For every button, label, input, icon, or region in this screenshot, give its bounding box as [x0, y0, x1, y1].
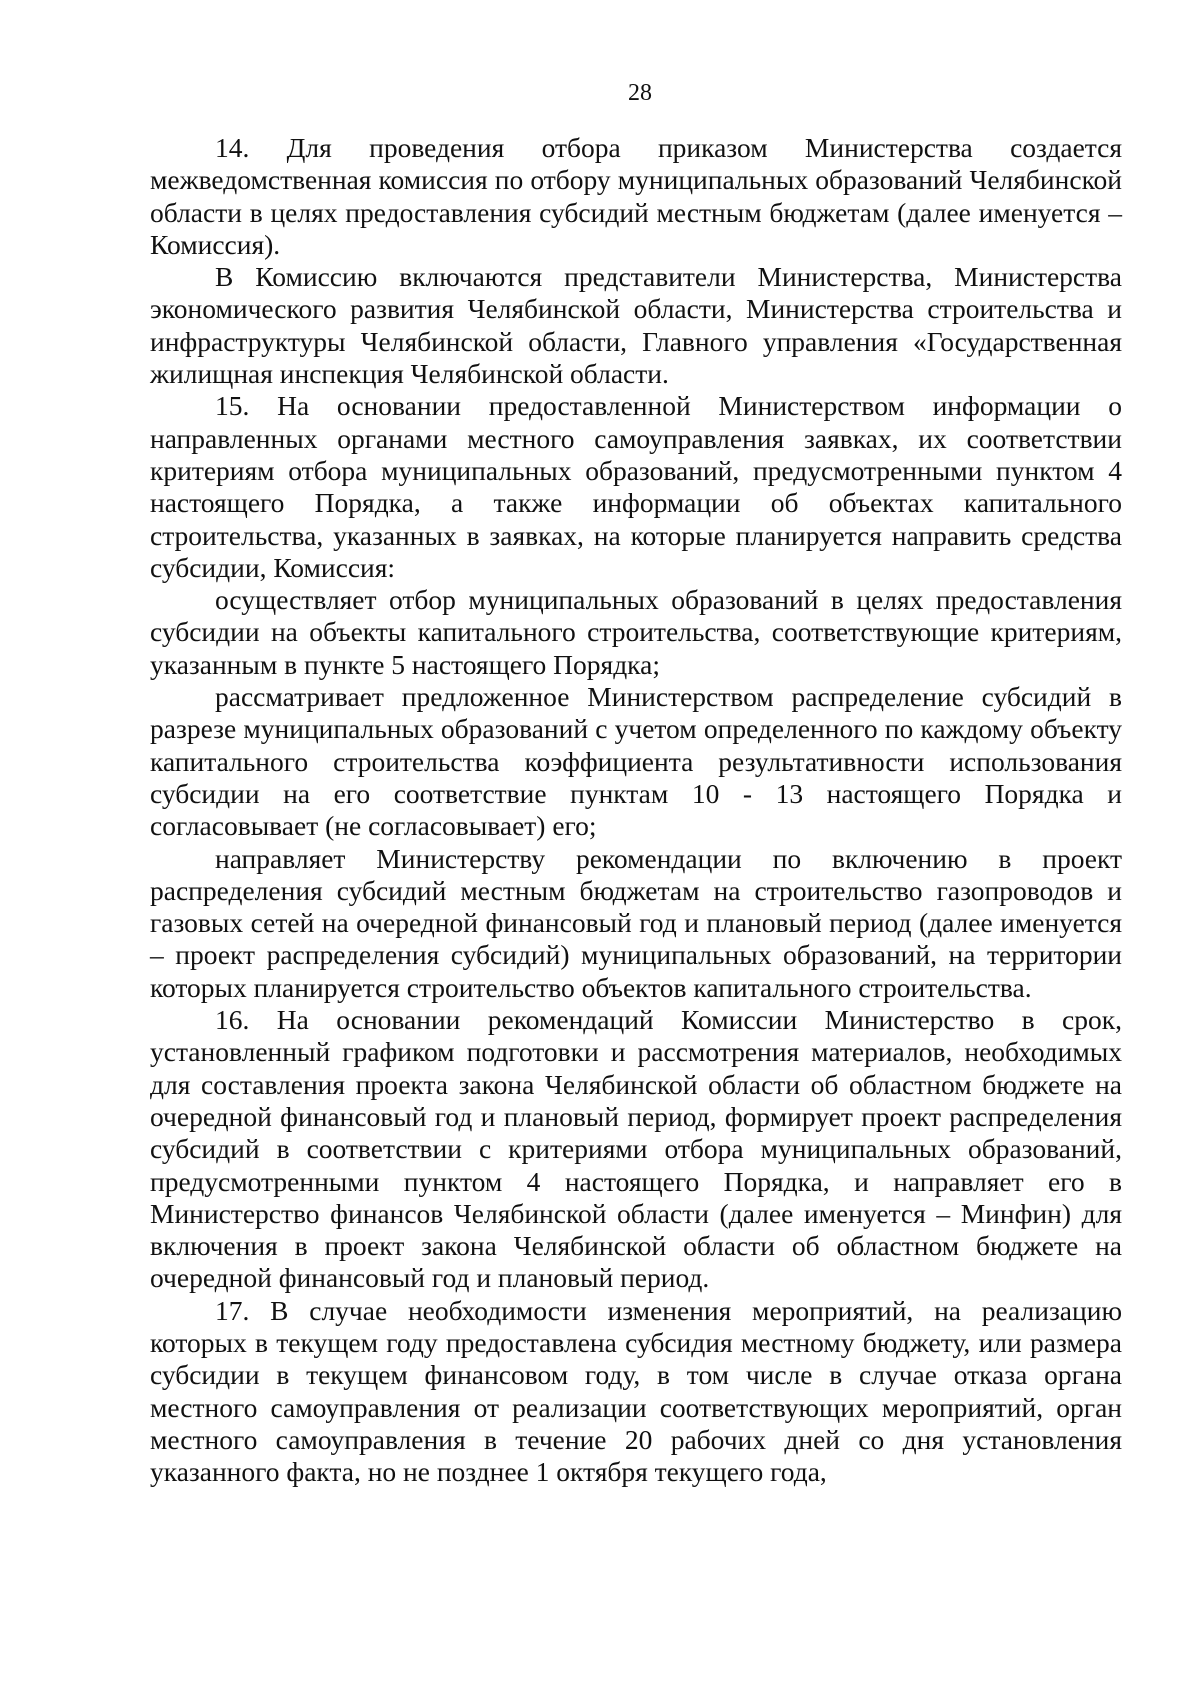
paragraph-commission-members: В Комиссию включаются представители Министерства, Министерства экономического развития Челябинской области, Министерства строительства и инфраструктуры Челябинской области, Главного управления «Государственная жилищная инспекция Челябинской области. [150, 261, 1122, 390]
paragraph-15: 15. На основании предоставленной Министерством информации о направленных органами местного самоуправления заявках, их соответствии критериям отбора муниципальных образований, предусмотренными пунктом 4 настоящего Порядка, а также информации об объектах капитального строительства, указанных в заявках, на которые планируется направить средства субсидии, Комиссия: [150, 390, 1122, 583]
paragraph-15-review: рассматривает предложенное Министерством распределение субсидий в разрезе муниципальных образований с учетом определенного по каждому объекту капитального строительства коэффициента результативности использования субсидии на его соответствие пунктам 10 - 13 настоящего Порядка и согласовывает (не согласовывает) его; [150, 681, 1122, 842]
paragraph-14: 14. Для проведения отбора приказом Министерства создается межведомственная комиссия по отбору муниципальных образований Челябинской области в целях предоставления субсидий местным бюджетам (далее именуется – Комиссия). [150, 132, 1122, 260]
document-body [150, 132, 1122, 1488]
paragraph-15-selection: осуществляет отбор муниципальных образований в целях предоставления субсидии на объекты капитального строительства, соответствующие критериям, указанным в пункте 5 настоящего Порядка; [150, 584, 1122, 680]
page-number: 28 [628, 80, 652, 106]
paragraph-16: 16. На основании рекомендаций Комиссии Министерство в срок, установленный графиком подготовки и рассмотрения материалов, необходимых для составления проекта закона Челябинской области об областном бюджете на очередной финансовый год и плановый период, формирует проект распределения субсидий в соответствии с критериями отбора муниципальных образований, предусмотренными пунктом 4 настоящего Порядка, и направляет его в Министерство финансов Челябинской области (далее именуется – Минфин) для включения в проект закона Челябинской области об областном бюджете на очередной финансовый год и плановый период. [150, 1004, 1122, 1294]
paragraph-15-recommendations: направляет Министерству рекомендации по включению в проект распределения субсидий местным бюджетам на строительство газопроводов и газовых сетей на очередной финансовый год и плановый период (далее именуется – проект распределения субсидий) муниципальных образований, на территории которых планируется строительство объектов капитального строительства. [150, 842, 1122, 1003]
paragraph-17: 17. В случае необходимости изменения мероприятий, на реализацию которых в текущем году предоставлена субсидия местному бюджету, или размера субсидии в текущем финансовом году, в том числе в случае отказа органа местного самоуправления от реализации соответствующих мероприятий, орган местного самоуправления в течение 20 рабочих дней со дня установления указанного факта, но не позднее 1 октября текущего года, [150, 1294, 1122, 1488]
